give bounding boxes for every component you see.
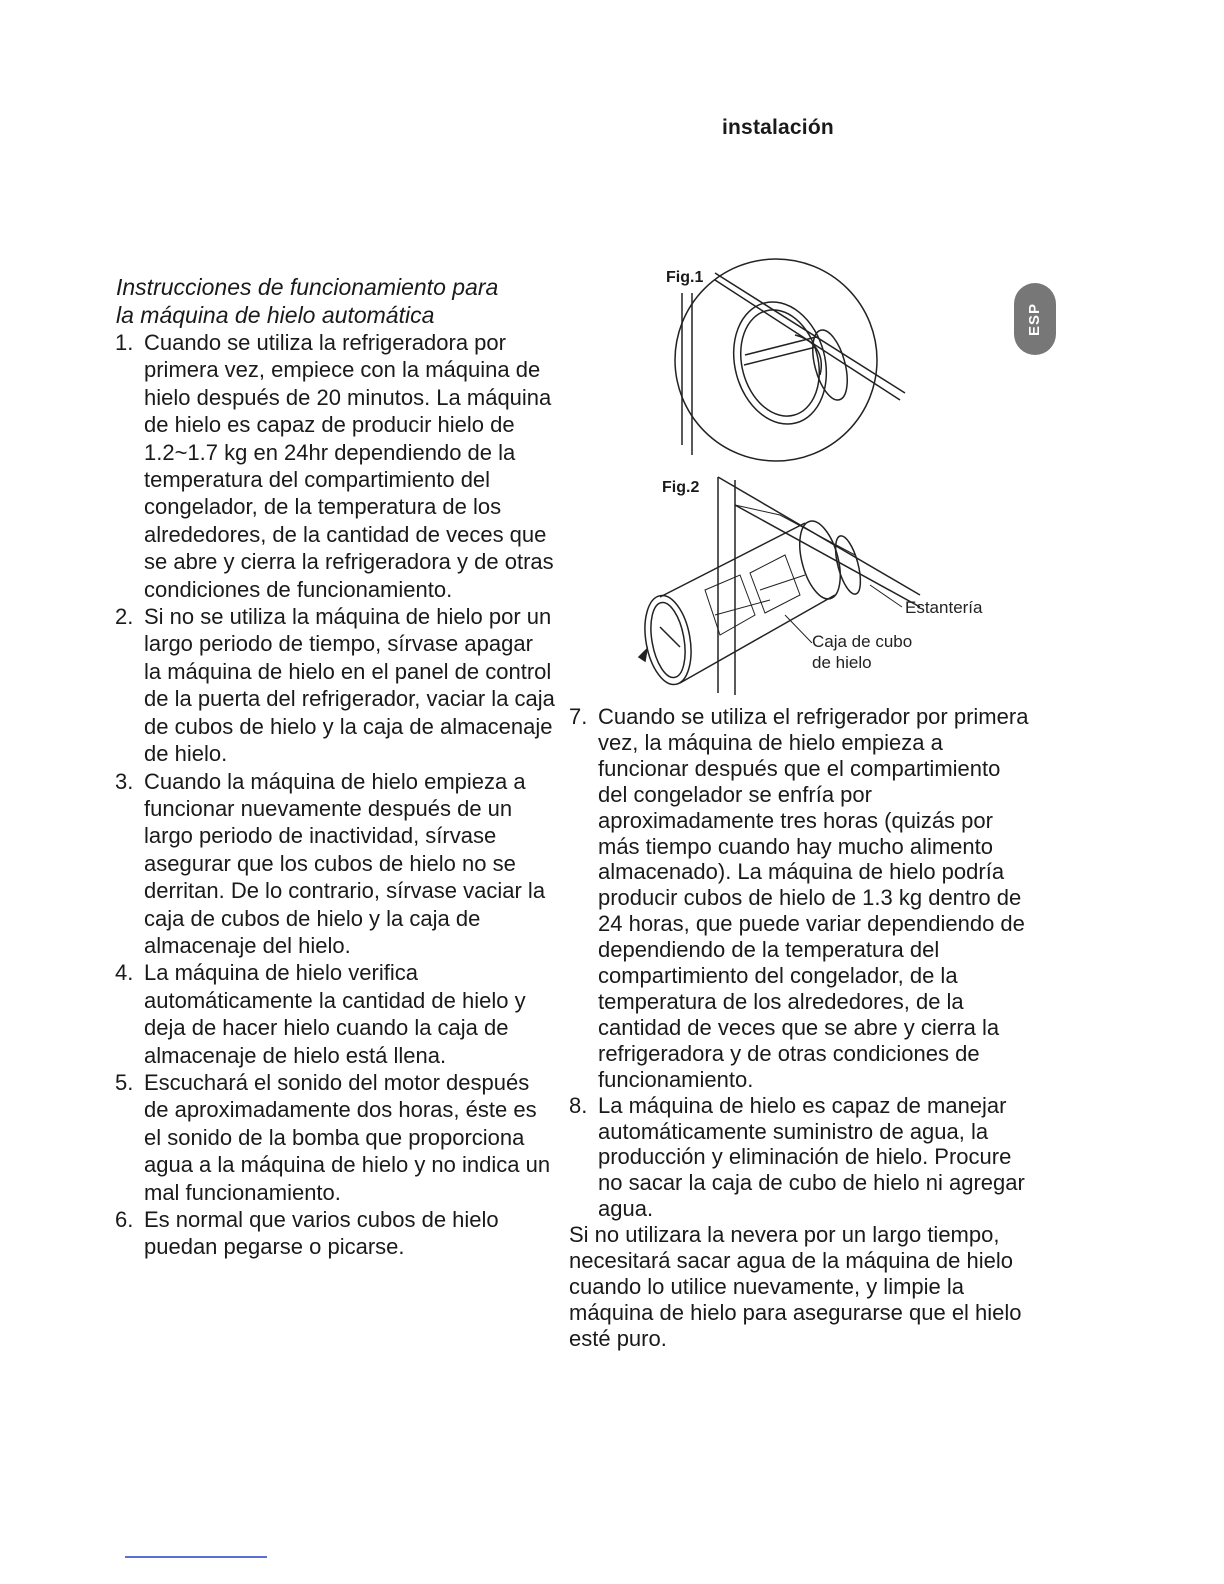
- item-text: La máquina de hielo es capaz de manejar automáticamente suministro de agua, la producción y eliminación de hielo. Procure no sacar la caja de cubo de hielo ni agregar agua.: [598, 1092, 1025, 1222]
- fig1-label: Fig.1: [666, 269, 704, 286]
- section-heading-line-1: Instrucciones de funcionamiento para: [116, 274, 499, 300]
- shelf-callout: Estantería: [905, 598, 983, 617]
- list-item: [115, 1069, 555, 1206]
- right-column: [569, 704, 1029, 1352]
- item-text: La máquina de hielo verifica automáticamente la cantidad de hielo y deja de hacer hielo cuando la caja de almacenaje de hielo está llena.: [144, 960, 526, 1068]
- list-item: [115, 959, 555, 1069]
- section-heading-line-2: la máquina de hielo automática: [116, 301, 435, 328]
- item-text: Cuando la máquina de hielo empieza a funcionar nuevamente después de un largo periodo de inactividad, sírvase asegurar que los cubos de hielo no se derritan. De lo contrario, sírvase vaciar la caja de cubos de hielo y la caja de almacenaje del hielo.: [144, 768, 546, 958]
- ice-box-callout: [812, 631, 912, 673]
- page-title: instalación: [722, 116, 834, 139]
- fig1-magnifier-circle: [675, 259, 877, 461]
- list-item: [569, 704, 1029, 1093]
- ice-box-callout-line-2: de hielo: [812, 653, 872, 672]
- list-item: [115, 329, 555, 603]
- list-item: [569, 1093, 1029, 1223]
- ice-box-callout-line-1: Caja de cubo: [812, 632, 913, 651]
- item-number: 1.: [115, 330, 134, 355]
- item-number: 2.: [115, 604, 134, 630]
- list-item: [115, 603, 555, 767]
- fig2-ice-box-front: [639, 592, 698, 688]
- item-text: Cuando se utiliza la refrigeradora por primera vez, empiece con la máquina de hielo después de 20 minutos. La máquina de hielo es capaz de producir hielo de 1.2~1.7 kg en 24hr dependiendo de la temperatura del compartimiento del congelador, de la temperatura de los alrededores, de la cantidad de veces que se abre y cierra la refrigeradora y de otras condiciones de funcionamiento.: [144, 330, 554, 602]
- item-text: Cuando se utiliza el refrigerador por primera vez, la máquina de hielo empieza a funcionar después que el compartimiento del congelador se enfría por aproximadamente tres horas (quizás por más tiempo cuando hay mucho alimento almacenado). La máquina de hielo podría producir cubos de hielo de 1.3 kg dentro de 24 horas, que puede variar dependiendo de dependiendo de la temperatura del compartimiento del congelador, de la temperatura de los alrededores, de la cantidad de veces que se abre y cierra la refrigeradora y de otras condiciones de funcionamiento.: [598, 704, 1029, 1092]
- fig2-label: Fig.2: [662, 479, 700, 496]
- list-item: [115, 768, 555, 960]
- instruction-list-left: [115, 329, 555, 1261]
- item-number: 6.: [115, 1207, 134, 1232]
- language-tab-label: ESP: [1026, 302, 1044, 336]
- item-number: 8.: [569, 1092, 588, 1118]
- footer-rule: [125, 1556, 267, 1558]
- left-column: [115, 274, 555, 1261]
- figure-area: [620, 255, 1020, 700]
- instruction-list-right: [569, 704, 1029, 1222]
- item-number: 4.: [115, 960, 134, 986]
- closing-note: Si no utilizara la nevera por un largo tiempo, necesitará sacar agua de la máquina de hielo cuando lo utilice nuevamente, y limpie la máquina de hielo para asegurarse que el hielo esté puro.: [569, 1222, 1022, 1352]
- language-tab: [1014, 283, 1056, 355]
- item-text: Si no se utiliza la máquina de hielo por un largo periodo de tiempo, sírvase apagar la máquina de hielo en el panel de control de la puerta del refrigerador, vaciar la caja de cubos de hielo y la caja de almacenaje de hielo.: [144, 604, 555, 767]
- item-number: 3.: [115, 768, 134, 794]
- item-text: Es normal que varios cubos de hielo puedan pegarse o picarse.: [144, 1207, 499, 1260]
- item-number: 7.: [569, 704, 588, 729]
- item-number: 5.: [115, 1069, 134, 1095]
- item-text: Escuchará el sonido del motor después de aproximadamente dos horas, éste es el sonido de la bomba que proporciona agua a la máquina de hielo y no indica un mal funcionamiento.: [144, 1069, 551, 1205]
- fig2-arrow-head: [639, 649, 647, 661]
- fig2-ice-box-rear: [792, 517, 847, 604]
- section-heading: [116, 274, 555, 329]
- list-item: [115, 1206, 555, 1261]
